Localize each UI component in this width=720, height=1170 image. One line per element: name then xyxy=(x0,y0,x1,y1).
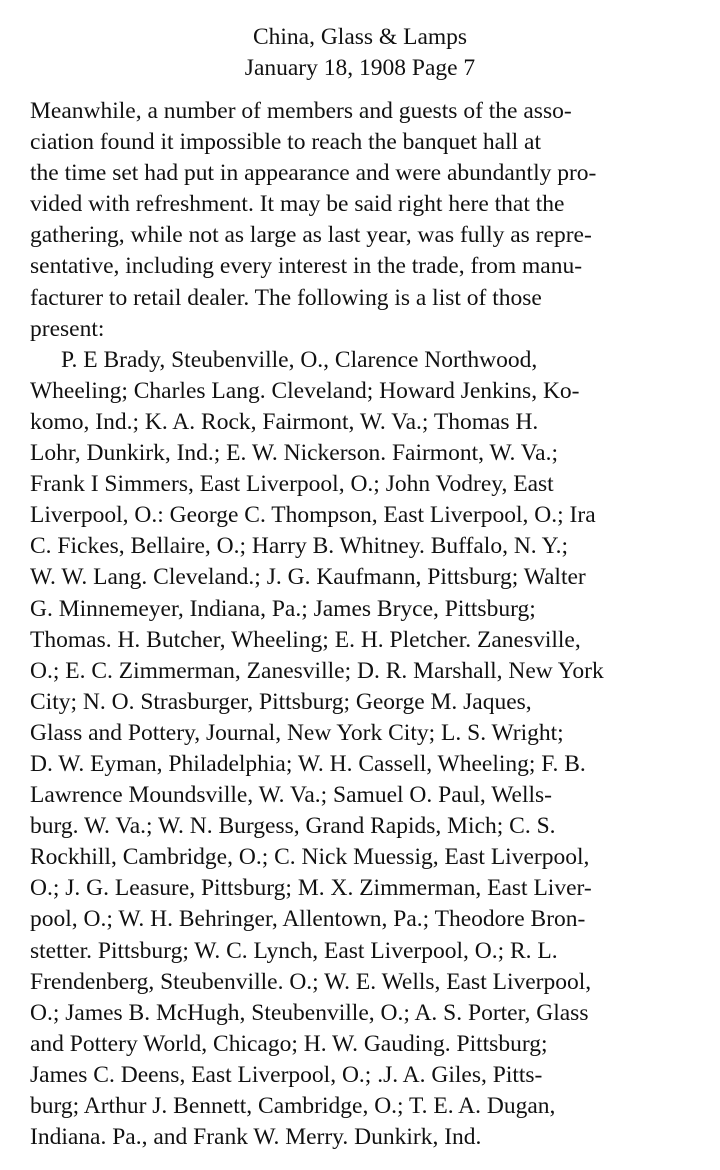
attendee-list-line: O.; J. G. Leasure, Pittsburg; M. X. Zimmerman, East Liver- xyxy=(30,875,592,902)
attendee-list-line: Thomas. H. Butcher, Wheeling; E. H. Pletcher. Zanesville, xyxy=(30,626,581,653)
issue-date-page: January 18, 1908 Page 7 xyxy=(244,55,476,81)
attendee-list-line: City; N. O. Strasburger, Pittsburg; George M. Jaques, xyxy=(30,688,532,715)
paragraph-line: facturer to retail dealer. The following is a list of those xyxy=(30,284,542,311)
attendee-list-line: Lawrence Moundsville, W. Va.; Samuel O. Paul, Wells- xyxy=(30,782,553,809)
paragraph-line: the time set had put in appearance and were abundantly pro- xyxy=(30,160,597,187)
paragraph-line: sentative, including every interest in the trade, from manu- xyxy=(30,253,583,280)
attendee-list-line: Liverpool, O.: George C. Thompson, East Liverpool, O.; Ira xyxy=(30,502,596,529)
attendee-list-line: Glass and Pottery, Journal, New York City; L. S. Wright; xyxy=(30,719,564,746)
attendee-list-line: burg; Arthur J. Bennett, Cambridge, O.; T. E. A. Dugan, xyxy=(30,1093,556,1119)
attendee-list-line: burg. W. Va.; W. N. Burgess, Grand Rapids, Mich; C. S. xyxy=(30,813,556,840)
paragraph-line: vided with refreshment. It may be said right here that the xyxy=(30,191,565,218)
attendee-list-line: Frank I Simmers, East Liverpool, O.; John Vodrey, East xyxy=(30,471,554,498)
attendee-list-line: Rockhill, Cambridge, O.; C. Nick Muessig, East Liverpool, xyxy=(30,844,590,871)
attendee-list-line: James C. Deens, East Liverpool, O.; .J. A. Giles, Pitts- xyxy=(30,1061,543,1088)
article-body xyxy=(30,96,690,1153)
attendee-list-line: stetter. Pittsburg; W. C. Lynch, East Liverpool, O.; R. L. xyxy=(30,937,558,964)
paragraph-line: present: xyxy=(30,315,105,342)
paragraph-line: Meanwhile, a number of members and guests of the asso- xyxy=(30,98,572,124)
attendee-list-line: W. W. Lang. Cleveland.; J. G. Kaufmann, Pittsburg; Walter xyxy=(30,564,586,591)
page-header xyxy=(30,22,690,84)
attendee-list-line: C. Fickes, Bellaire, O.; Harry B. Whitney. Buffalo, N. Y.; xyxy=(30,533,569,560)
attendee-list-line: P. E Brady, Steubenville, O., Clarence Northwood, xyxy=(61,346,538,373)
attendee-list-line: and Pottery World, Chicago; H. W. Gauding. Pittsburg; xyxy=(30,1030,548,1057)
attendee-list-line: O.; James B. McHugh, Steubenville, O.; A. S. Porter, Glass xyxy=(30,999,589,1026)
attendee-list-line: Frendenberg, Steubenville. O.; W. E. Wells, East Liverpool, xyxy=(30,968,592,995)
paragraph-line: ciation found it impossible to reach the banquet hall at xyxy=(30,129,541,156)
paragraph-line: gathering, while not as large as last year, was fully as repre- xyxy=(30,222,592,249)
attendee-list-line: Indiana. Pa., and Frank W. Merry. Dunkirk, Ind. xyxy=(30,1124,482,1151)
attendee-list-line: pool, O.; W. H. Behringer, Allentown, Pa.; Theodore Bron- xyxy=(30,906,586,933)
attendee-list-line: komo, Ind.; K. A. Rock, Fairmont, W. Va.; Thomas H. xyxy=(30,408,539,435)
publication-title: China, Glass & Lamps xyxy=(252,24,468,50)
attendee-list-line: O.; E. C. Zimmerman, Zanesville; D. R. Marshall, New York xyxy=(30,657,604,684)
attendee-list-line: Lohr, Dunkirk, Ind.; E. W. Nickerson. Fairmont, W. Va.; xyxy=(30,440,558,467)
attendee-list-line: G. Minnemeyer, Indiana, Pa.; James Bryce, Pittsburg; xyxy=(30,595,536,622)
attendee-list-line: D. W. Eyman, Philadelphia; W. H. Cassell, Wheeling; F. B. xyxy=(30,750,586,777)
attendee-list-line: Wheeling; Charles Lang. Cleveland; Howard Jenkins, Ko- xyxy=(30,377,580,404)
